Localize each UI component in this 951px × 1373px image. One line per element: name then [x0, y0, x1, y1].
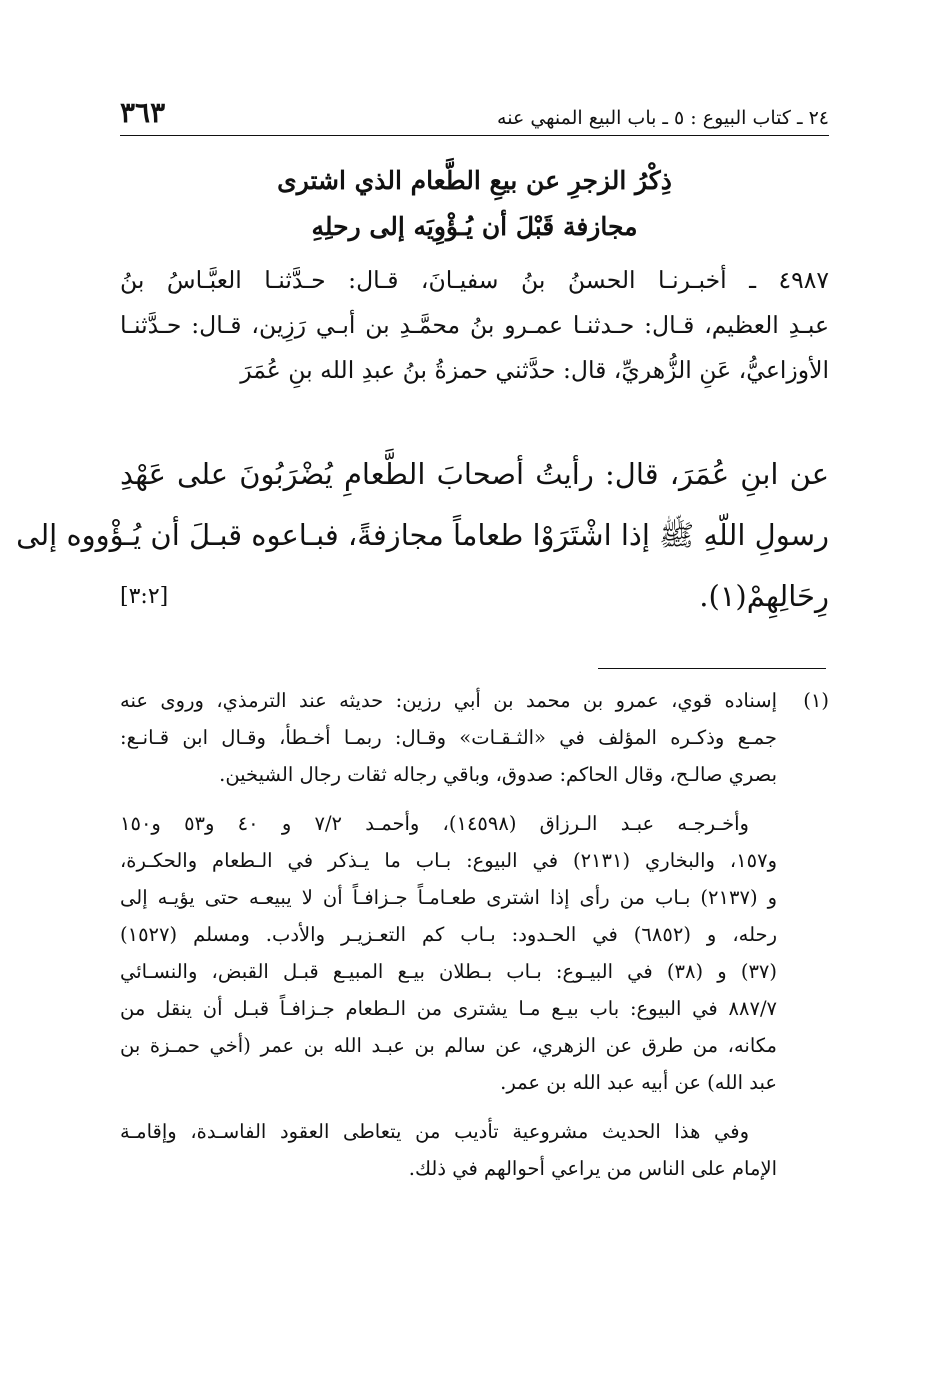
footnote-1 — [120, 682, 829, 793]
hadith-isnad — [120, 258, 829, 393]
hadith-reference: [٣:٢] — [120, 584, 169, 609]
isnad-line: عبـدِ العظيم، قـال: حـدثنـا عمـرو بنُ محمَّـدِ بن أبـي رَزِين، قـال: حـدَّثنـا — [120, 311, 829, 339]
matn-line: رسولِ اللّهِ ﷺ إذا اشْتَرَوْا طعاماً مجازفةً، فبـاعوه قبـلَ أن يُـؤْووه إلى — [16, 518, 829, 552]
footnote-text — [120, 682, 777, 793]
matn-last-line — [120, 566, 829, 627]
footnote-line: وفي هذا الحديث مشروعية تأديب من يتعاطى العقود الفاسـدة، وإقامـة — [120, 1120, 749, 1143]
footnote-line: ٨٨٧/٧ في البيوع: باب بيـع مـا يشترى من الـطعام جـزافـاً قبـل أن ينقل من — [120, 997, 777, 1020]
footnote-number: (١) — [803, 689, 829, 712]
footnote-line: عبد الله) عن أبيه عبد الله بن عمر. — [500, 1071, 777, 1094]
footnote-line: و١٥٧، والبخاري (٢١٣١) في البيوع: بـاب ما يـذكر في الـطعام والحكـرة، — [120, 849, 777, 872]
isnad-line: الأوزاعيُّ، عَنِ الزُّهريِّ، قال: حدَّثني حمزةُ بنُ عبدِ الله بنِ عُمَرَ — [240, 356, 829, 384]
footnote-line: رحله، و (٦٨٥٢) في الحـدود: بـاب كم التعـزيـر والأدب. ومسلم (١٥٢٧) — [120, 923, 777, 946]
footnote-paragraph-note — [120, 1113, 777, 1187]
running-header — [120, 92, 829, 136]
footnote-paragraph-takhrij — [120, 805, 777, 1101]
footnote-line: (٣٧) و (٣٨) في البيـوع: بـاب بـطلان بيـع المبيـع قبـل القبض، والنسـائي — [120, 960, 777, 983]
hadith-matn — [16, 444, 829, 627]
footnote-line: مكانه، من طرق عن الزهري، عن سالم بن عبـد الله بن عمر (أخي حمـزة بن — [120, 1034, 777, 1057]
chapter-title: ٢٤ ـ كتاب البيوع : ٥ ـ باب البيع المنهي عنه — [497, 107, 829, 129]
isnad-line: ٤٩٨٧ ـ أخبـرنـا الحسنُ بنُ سفيـانَ، قـال: حـدَّثنـا العبَّـاسُ بنُ — [120, 266, 829, 294]
matn-line: عن ابنِ عُمَرَ، قال: رأيتُ أصحابَ الطَّعامِ يُضْرَبُونَ على عَهْدِ — [120, 457, 829, 491]
footnotes — [120, 682, 829, 1187]
matn-line: رِحَالِهِمْ(١). — [699, 579, 829, 613]
footnote-line: جمـع وذكـره المؤلف في «الثـقـات» وقـال: ربمـا أخـطأ، وقـال ابن قـانـع: — [120, 726, 777, 749]
footnote-divider — [598, 668, 826, 669]
footnote-line: إسناده قوي، عمرو بن محمد بن أبي رزين: حديثه عند الترمذي، وروى عنه — [120, 689, 777, 712]
page-number: ٣٦٣ — [120, 96, 166, 129]
footnote-line: وأخـرجـه عبـد الـرزاق (١٤٥٩٨)، وأحمـد ٧/٢ و ٤٠ و٥٣ و١٥٠ — [120, 812, 749, 835]
heading-line: مجازفة قَبْلَ أن يُـؤْوِيَه إلى رحلِهِ — [311, 212, 638, 241]
heading-line: ذِكْرُ الزجرِ عن بيعِ الطَّعام الذي اشترى — [277, 166, 672, 195]
footnote-line: بصري صالـح، وقال الحاكم: صدوق، وباقي رجاله ثقات رجال الشيخين. — [219, 763, 777, 786]
footnote-line: و (٢١٣٧) بـاب من رأى إذا اشترى طعـامـاً جـزافـاً أن لا يبيعـه حتى يؤيـه إلى — [120, 886, 777, 909]
footnote-line: الإمام على الناس من يراعي أحوالهم في ذلك. — [408, 1157, 777, 1180]
section-heading — [120, 158, 829, 250]
